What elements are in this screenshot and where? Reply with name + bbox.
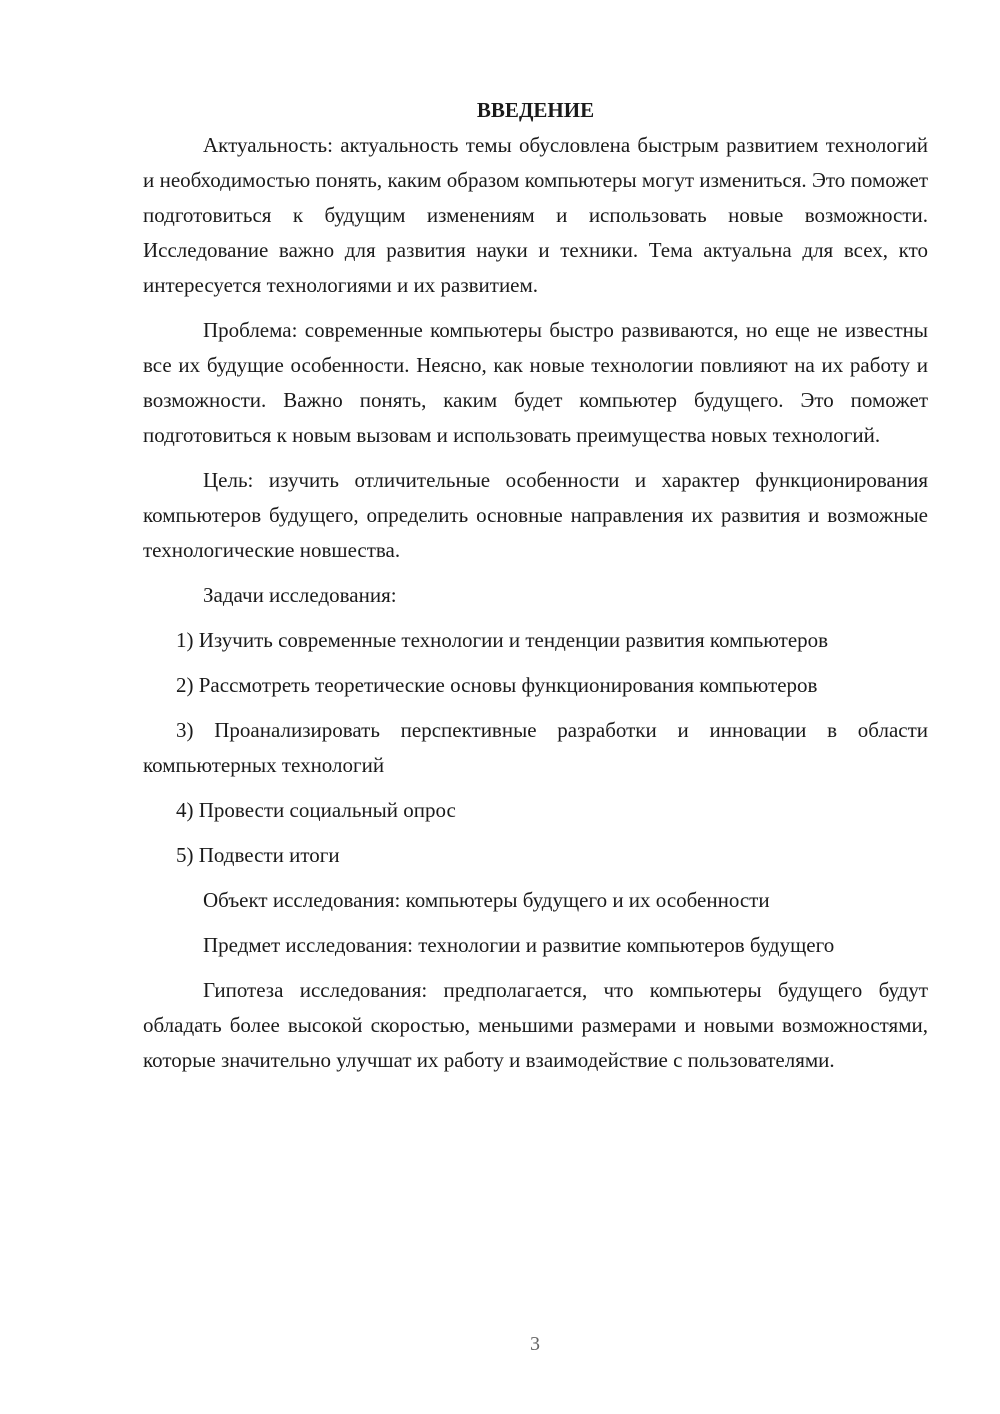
paragraph-hypothesis: Гипотеза исследования: предполагается, что компьютеры будущего будут обладать более высокой скоростью, меньшими размерами и новыми возможностями, которые значительно улучшат их работу и взаимодействие с пользователями. bbox=[143, 978, 928, 1072]
paragraph-relevance: Актуальность: актуальность темы обусловлена быстрым развитием технологий и необходимостью понять, каким образом компьютеры могут измениться. Это поможет подготовиться к будущим изменениям и использовать новые возможности. Исследование важно для развития науки и техники. Тема актуальна для всех, кто интересуется технологиями и их развитием. bbox=[143, 133, 928, 297]
paragraph-subject: Предмет исследования: технологии и развитие компьютеров будущего bbox=[203, 933, 835, 957]
paragraph-problem: Проблема: современные компьютеры быстро развиваются, но еще не известны все их будущие особенности. Неясно, как новые технологии повлияют на их работу и возможности. Важно понять, каким будет компьютер будущего. Это поможет подготовиться к новым вызовам и использовать преимущества новых технологий. bbox=[143, 318, 928, 447]
list-item: 1) Изучить современные технологии и тенденции развития компьютеров bbox=[176, 628, 829, 652]
tasks-list bbox=[143, 623, 928, 873]
section-title: ВВЕДЕНИЕ bbox=[476, 98, 595, 122]
page-number: 3 bbox=[530, 1333, 540, 1355]
list-item: 3) Проанализировать перспективные разработки и инновации в области компьютерных технологий bbox=[143, 718, 928, 777]
tasks-heading: Задачи исследования: bbox=[203, 583, 397, 607]
paragraph-object: Объект исследования: компьютеры будущего и их особенности bbox=[203, 888, 770, 912]
list-item: 5) Подвести итоги bbox=[176, 843, 340, 867]
list-item: 4) Провести социальный опрос bbox=[176, 798, 456, 822]
paragraph-goal: Цель: изучить отличительные особенности и характер функционирования компьютеров будущего, определить основные направления их развития и возможные технологические новшества. bbox=[143, 468, 928, 562]
document-page bbox=[143, 93, 928, 1078]
list-item: 2) Рассмотреть теоретические основы функционирования компьютеров bbox=[176, 673, 818, 697]
